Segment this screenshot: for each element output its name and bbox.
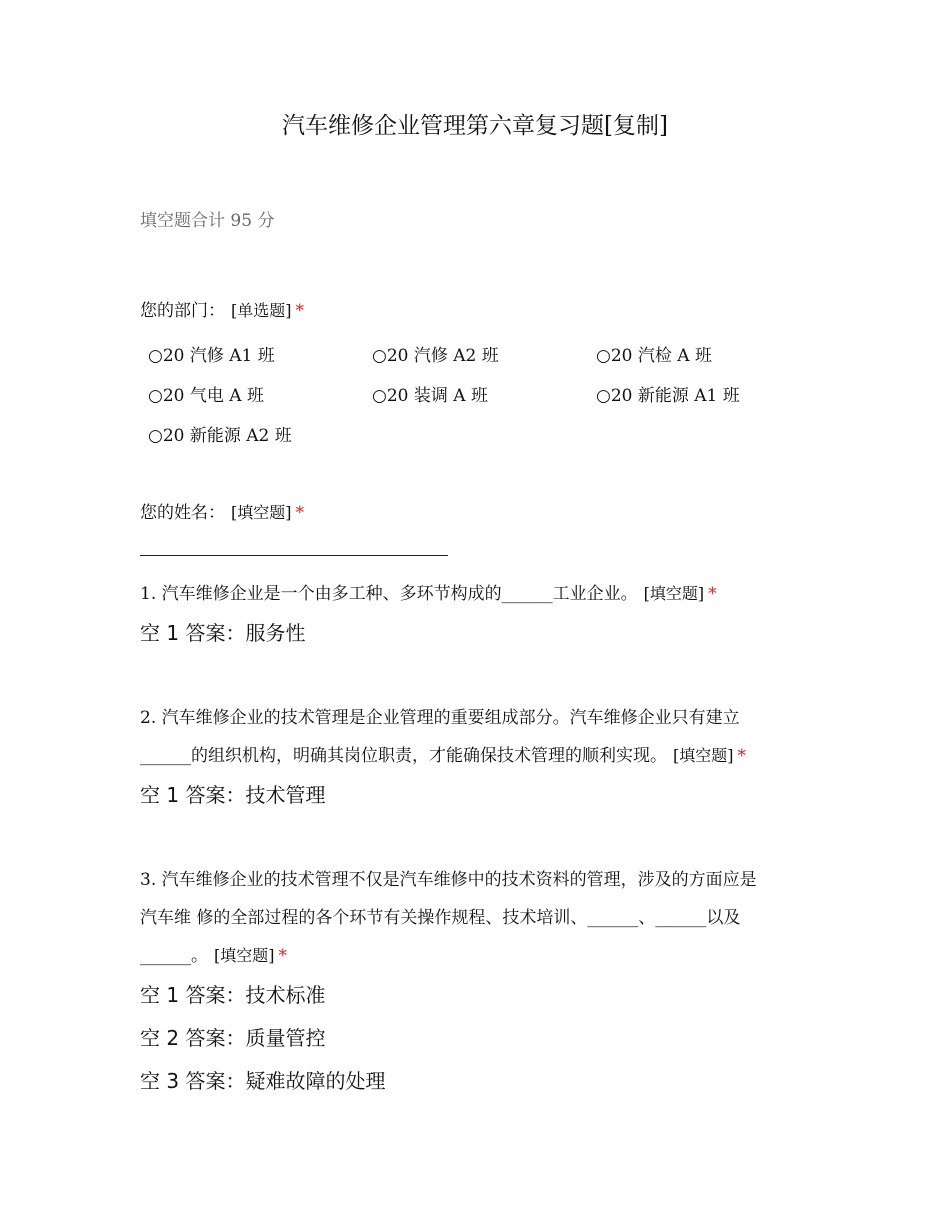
question-text-line: 2. 汽车维修企业的技术管理是企业管理的重要组成部分。汽车维修企业只有建立 xyxy=(140,708,740,728)
name-question-header xyxy=(140,500,304,526)
required-mark: * xyxy=(295,301,304,321)
survey-description: 填空题合计 95 分 xyxy=(140,211,275,231)
option-radio[interactable]: ○20 汽修 A2 班 xyxy=(372,346,499,366)
q3-answer-1: 空 1 答案：技术标准 xyxy=(140,983,326,1007)
required-mark: * xyxy=(708,584,717,604)
q2-answer-1: 空 1 答案：技术管理 xyxy=(140,783,326,807)
option-radio[interactable]: ○20 新能源 A1 班 xyxy=(596,386,740,406)
question-type: [填空题] xyxy=(214,946,275,965)
question-type: [填空题] xyxy=(643,584,705,603)
required-mark: * xyxy=(737,746,746,766)
department-question-header xyxy=(140,298,304,324)
question-text-line: 汽车维 修的全部过程的各个环节有关操作规程、技术培训、______、______以及 xyxy=(140,908,741,928)
question-type: [填空题] xyxy=(673,746,734,765)
question-text: 1. 汽车维修企业是一个由多工种、多环节构成的______工业企业。 xyxy=(140,584,638,604)
option-radio[interactable]: ○20 装调 A 班 xyxy=(372,386,488,406)
required-mark: * xyxy=(295,503,304,523)
q3-text xyxy=(140,861,820,975)
question-label: 您的部门： xyxy=(140,301,225,321)
question-text-line: ______。 xyxy=(140,946,208,966)
question-type: [填空题] xyxy=(231,503,292,522)
question-text-line: 3. 汽车维修企业的技术管理不仅是汽车维修中的技术资料的管理，涉及的方面应是 xyxy=(140,870,757,890)
option-radio[interactable]: ○20 新能源 A2 班 xyxy=(148,426,292,446)
name-input-line[interactable] xyxy=(140,555,448,556)
q2-text xyxy=(140,699,820,775)
q3-answer-3: 空 3 答案：疑难故障的处理 xyxy=(140,1069,386,1093)
option-radio[interactable]: ○20 气电 A 班 xyxy=(148,386,264,406)
survey-title: 汽车维修企业管理第六章复习题[复制] xyxy=(282,113,668,139)
required-mark: * xyxy=(278,946,287,966)
option-radio[interactable]: ○20 汽检 A 班 xyxy=(596,346,712,366)
q1-text xyxy=(140,575,820,613)
question-label: 您的姓名： xyxy=(140,503,225,523)
question-text-line: ______的组织机构，明确其岗位职责，才能确保技术管理的顺利实现。 xyxy=(140,746,667,766)
q1-answer-1: 空 1 答案：服务性 xyxy=(140,621,306,645)
question-type: [单选题] xyxy=(231,301,292,320)
option-radio[interactable]: ○20 汽修 A1 班 xyxy=(148,346,275,366)
q3-answer-2: 空 2 答案：质量管控 xyxy=(140,1026,326,1050)
